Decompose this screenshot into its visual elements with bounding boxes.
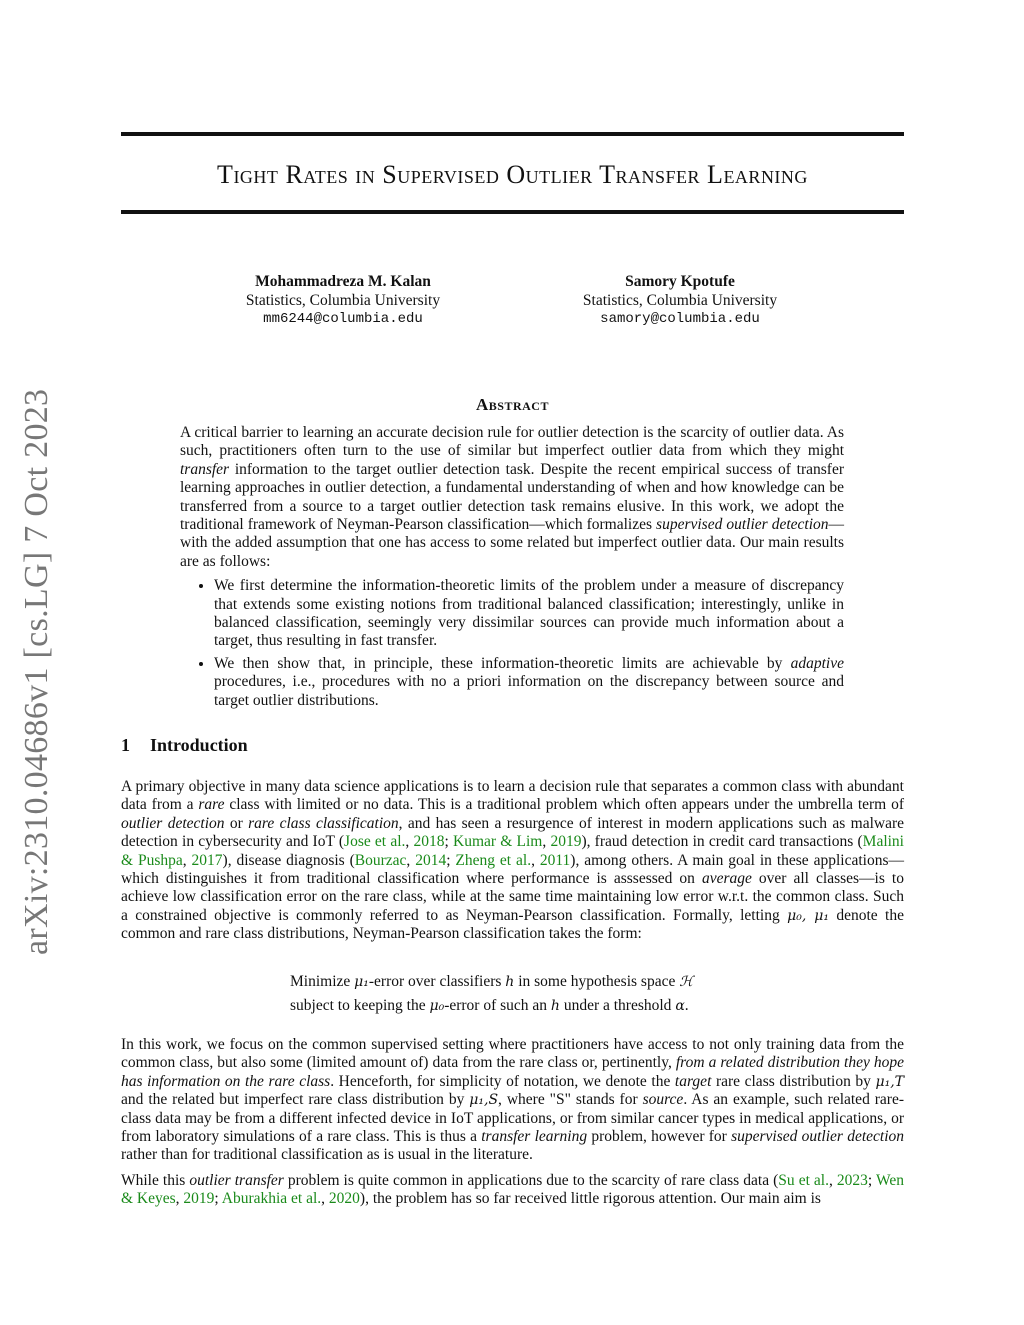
author-email[interactable]: samory@columbia.edu [600,311,760,327]
intro-paragraph-2: In this work, we focus on the common supervised setting where practitioners have access to not only training data from the common class, but also some (limited amount of) data from the rare class or, pertinently, from a related distribution they hope has information on the rare class. Henceforth, for simplicity of notation, we denote the target rare class distribution by μ₁,T and the related but imperfect rare class distribution by μ₁,S, where "S" stands for source. As an example, such related rare-class data may be from a different infected device in IoT applications, or from similar cancer types in medical applications, or from laboratory simulations of a rare class. This is thus a transfer learning problem, however for supervised outlier detection rather than for traditional classification as is usual in the literature. [121,1036,905,1164]
author-name: Mohammadreza M. Kalan [255,273,431,290]
citation-link[interactable]: 2023 [836,1172,868,1189]
abstract-heading: Abstract [476,395,549,414]
title-bottom-rule [121,210,904,214]
citation-link[interactable]: Jose et al. [344,833,406,851]
author-email[interactable]: mm6244@columbia.edu [263,311,423,327]
citation-link[interactable]: 2014 [415,851,447,869]
citation-link[interactable]: 2019 [183,1190,215,1208]
citation-link[interactable]: Zheng et al. [455,851,532,869]
abstract-results-list [180,577,844,710]
intro-paragraph-1: A primary objective in many data science applications is to learn a decision rule that separates a common class with abundant data from a rare class with limited or no data. This is a traditional problem which often appears under the umbrella term of outlier detection or rare class classification, and has seen a resurgence of interest in modern applications such as malware detection in cybersecurity and IoT (Jose et al., 2018; Kumar & Lim, 2019), fraud detection in credit card transactions (Malini & Pushpa, 2017), disease diagnosis (Bourzac, 2014; Zheng et al., 2011), among others. A main goal in these applications—which distinguishes it from traditional classification where performance is asssessed on average over all classes—is to achieve low classification error on the rare class, while at the same time maintaining low error w.r.t. the common class. Such a constrained objective is commonly referred to as Neyman-Pearson classification. Formally, letting μ₀, μ₁ denote the common and rare class distributions, Neyman-Pearson classification takes the form: [121,778,904,943]
author-affiliation: Statistics, Columbia University [582,292,778,309]
citation-link[interactable]: Kumar & Lim [453,833,543,851]
title-top-rule [121,132,904,136]
display-line: subject to keeping the μ₀-error of such an h under a threshold α. [290,997,689,1014]
citation-link[interactable]: 2020 [328,1190,360,1208]
citation-link[interactable]: 2017 [191,851,223,869]
section-heading: 1 Introduction [121,735,248,755]
author-name: Samory Kpotufe [625,273,735,290]
citation-link[interactable]: Malini & Pushpa [121,833,904,869]
arxiv-stamp: arXiv:2310.04686v1 [cs.LG] 7 Oct 2023 [18,388,55,955]
abstract-body [180,424,844,714]
citation-link[interactable]: Wen & Keyes [121,1172,905,1208]
paper-title: Tight Rates in Supervised Outlier Transfer Learning [217,160,808,189]
np-objective-display [290,970,693,1018]
display-line: Minimize μ₁-error over classifiers h in some hypothesis space ℋ [290,973,694,990]
author-block-2 [530,272,830,329]
intro-paragraph-3: While this outlier transfer problem is quite common in applications due to the scarcity of rare class data (Su et al., 2023; Wen & Keyes, 2019; Aburakhia et al., 2020), the problem has so far received little rigorous attention. Our main aim is [121,1172,905,1208]
citation-link[interactable]: 2011 [539,851,571,869]
list-item: • We then show that, in principle, these information-theoretic limits are achievable by adaptive procedures, i.e., procedures with no a priori information on the discrepancy between source and target outlier distributions. [214,655,844,710]
citation-link[interactable]: Su et al. [778,1172,829,1189]
author-block-1 [193,272,493,329]
abstract-paragraph: A critical barrier to learning an accurate decision rule for outlier detection is the scarcity of outlier data. As such, practitioners often turn to the use of similar but imperfect outlier data from which they might transfer information to the target outlier detection task. Despite the recent empirical success of transfer learning approaches in outlier detection, a fundamental understanding of when and how knowledge can be transferred from a source to a target outlier detection task remains elusive. In this work, we adopt the traditional framework of Neyman-Pearson classification—which formalizes supervised outlier detection—with the added assumption that one has access to some related but imperfect outlier data. Our main results are as follows: [180,424,844,570]
list-item: • We first determine the information-theoretic limits of the problem under a measure of discrepancy that extends some existing notions from traditional balanced classification; interestingly, unlike in balanced classification, seemingly very dissimilar sources can provide much information about a target, thus resulting in fast transfer. [214,577,844,651]
citation-link[interactable]: 2019 [550,833,582,851]
citation-link[interactable]: 2018 [413,833,445,851]
citation-link[interactable]: Bourzac [354,851,407,869]
citation-link[interactable]: Aburakhia et al. [221,1190,322,1208]
author-affiliation: Statistics, Columbia University [245,292,441,309]
